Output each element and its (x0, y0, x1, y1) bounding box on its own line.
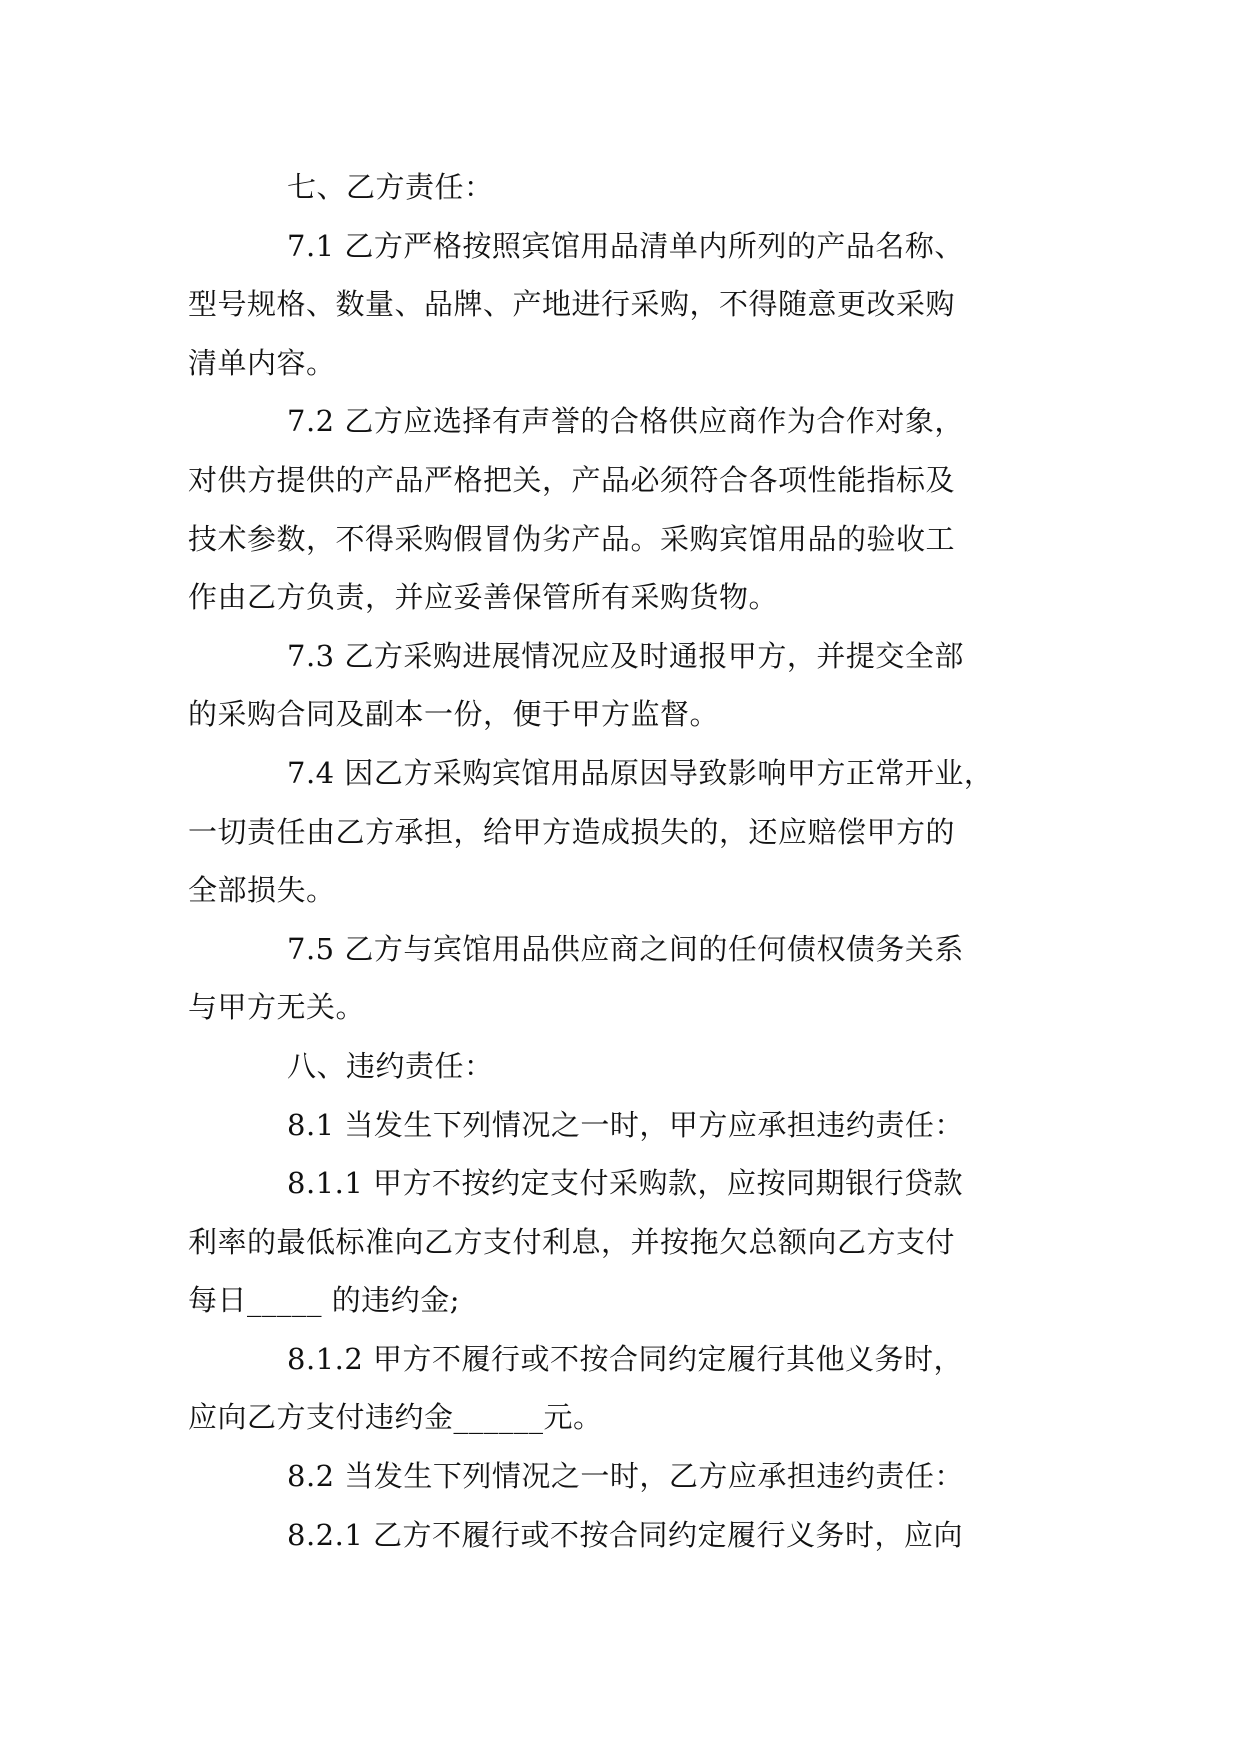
clause-7-4-line-1: 7.4 因乙方采购宾馆用品原因导致影响甲方正常开业， (287, 755, 994, 790)
clause-7-4-line-2: 一切责任由乙方承担，给甲方造成损失的，还应赔偿甲方的 (188, 814, 956, 849)
section-heading-8: 八、违约责任： (287, 1048, 494, 1083)
clause-8-1-1-line-3: 每日_____ 的违约金; (188, 1283, 460, 1318)
clause-7-5-line-1: 7.5 乙方与宾馆用品供应商之间的任何债权债务关系 (287, 931, 964, 966)
clause-7-2-line-3: 技术参数，不得采购假冒伪劣产品。采购宾馆用品的验收工 (188, 521, 956, 556)
clause-8-1-2-line-1: 8.1.2 甲方不履行或不按合同约定履行其他义务时， (287, 1341, 964, 1376)
section-heading-7: 七、乙方责任： (287, 170, 494, 204)
clause-7-1-line-3: 清单内容。 (188, 345, 336, 380)
clause-7-4-line-3: 全部损失。 (188, 873, 336, 908)
clause-7-2-line-2: 对供方提供的产品严格把关，产品必须符合各项性能指标及 (188, 462, 956, 497)
clause-8-1-line-1: 8.1 当发生下列情况之一时，甲方应承担违约责任： (287, 1107, 964, 1142)
clause-8-2-line-1: 8.2 当发生下列情况之一时，乙方应承担违约责任： (287, 1459, 964, 1494)
clause-8-1-1-line-2: 利率的最低标准向乙方支付利息，并按拖欠总额向乙方支付 (188, 1224, 956, 1259)
clause-7-2-line-4: 作由乙方负责，并应妥善保管所有采购货物。 (188, 580, 779, 615)
clause-7-2-line-1: 7.2 乙方应选择有声誉的合格供应商作为合作对象， (287, 404, 964, 439)
clause-7-3-line-1: 7.3 乙方采购进展情况应及时通报甲方，并提交全部 (287, 638, 964, 673)
clause-7-1-line-1: 7.1 乙方严格按照宾馆用品清单内所列的产品名称、 (287, 228, 964, 263)
clause-7-3-line-2: 的采购合同及副本一份，便于甲方监督。 (188, 697, 720, 732)
document-body (188, 158, 1054, 1564)
clause-7-5-line-2: 与甲方无关。 (188, 990, 366, 1025)
clause-7-1-line-2: 型号规格、数量、品牌、产地进行采购，不得随意更改采购 (188, 287, 956, 322)
clause-8-2-1-line-1: 8.2.1 乙方不履行或不按合同约定履行义务时，应向 (287, 1517, 964, 1552)
clause-8-1-1-line-1: 8.1.1 甲方不按约定支付采购款，应按同期银行贷款 (287, 1166, 964, 1201)
clause-8-1-2-line-2: 应向乙方支付违约金______元。 (188, 1400, 603, 1435)
